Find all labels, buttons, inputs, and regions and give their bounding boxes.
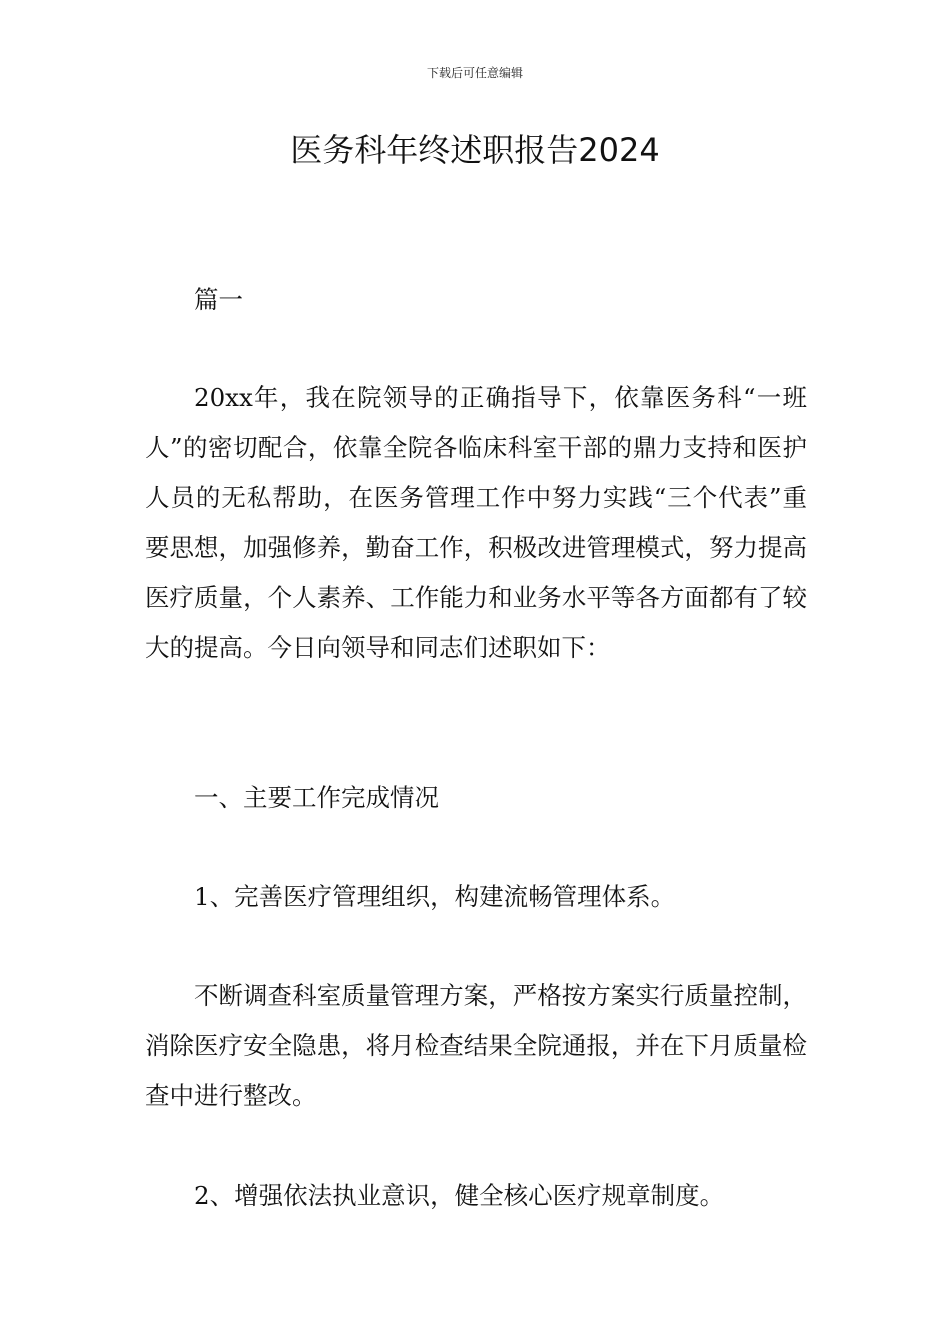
item-heading-2: 2、增强依法执业意识，健全核心医疗规章制度。 bbox=[194, 1181, 725, 1210]
section-label: 篇一 bbox=[194, 285, 243, 314]
item-heading-1: 1、完善医疗管理组织，构建流畅管理体系。 bbox=[194, 882, 676, 911]
document-title: 医务科年终述职报告2024 bbox=[290, 131, 660, 169]
intro-paragraph: 20xx年，我在院领导的正确指导下，依靠医务科“一班人”的密切配合，依靠全院各临床科室干部的鼎力支持和医护人员的无私帮助，在医务管理工作中努力实践“三个代表”重要思想，加强修养，勤奋工作，积极改进管理模式，努力提高医疗质量，个人素养、工作能力和业务水平等各方面都有了较大的提高。今日向领导和同志们述职如下： bbox=[145, 383, 807, 662]
header-note: 下载后可任意编辑 bbox=[426, 66, 523, 80]
item-body-1: 不断调查科室质量管理方案，严格按方案实行质量控制，消除医疗安全隐患，将月检查结果全院通报，并在下月质量检查中进行整改。 bbox=[145, 981, 807, 1110]
section-heading: 一、主要工作完成情况 bbox=[194, 783, 439, 812]
